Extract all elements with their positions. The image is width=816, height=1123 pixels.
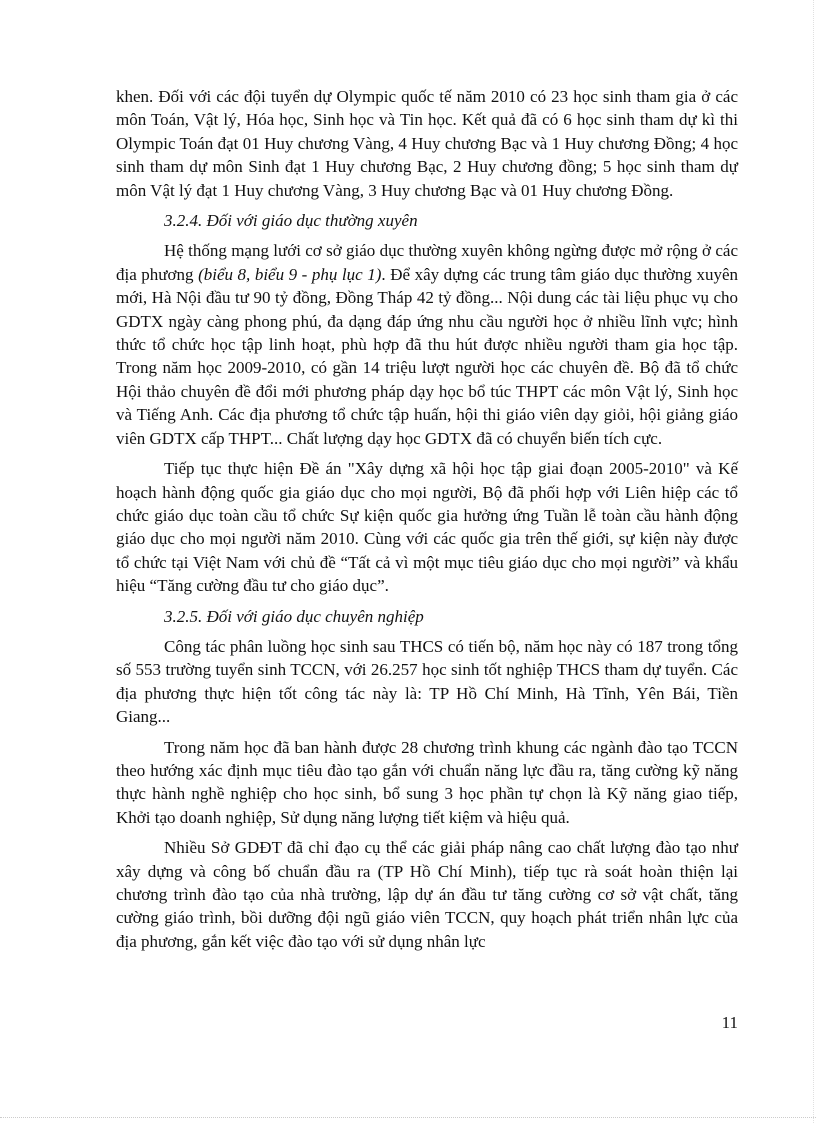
section-heading-3-2-5: 3.2.5. Đối với giáo dục chuyên nghiệp <box>164 606 424 626</box>
page-body <box>116 85 738 960</box>
paragraph-quality-solutions: Nhiều Sở GDĐT đã chỉ đạo cụ thể các giải pháp nâng cao chất lượng đào tạo như xây dựng và công bố chuẩn đầu ra (TP Hồ Chí Minh), tiếp tục rà soát hoàn thiện lại chương trình đào tạo của nhà trường, lập dự án đầu tư tăng cường cơ sở vật chất, tăng cường giáo trình, bồi dưỡng đội ngũ giáo viên TCCN, quy hoạch phát triển nhân lực của địa phương, gắn kết việc đào tạo với sử dụng nhân lực <box>116 838 738 951</box>
page-number: 11 <box>721 1013 738 1032</box>
paragraph-learning-society: Tiếp tục thực hiện Đề án "Xây dựng xã hội học tập giai đoạn 2005-2010" và Kế hoạch hành động quốc gia giáo dục cho mọi người, Bộ đã phối hợp với Liên hiệp các tổ chức giáo dục toàn cầu tổ chức Sự kiện quốc gia hưởng ứng Tuần lễ toàn cầu hành động giáo dục cho mọi người năm 2010. Cùng với các quốc gia trên thế giới, sự kiện này được tổ chức tại Việt Nam với chủ đề “Tất cả vì một mục tiêu giáo dục cho mọi người” và khẩu hiệu “Tăng cường đầu tư cho giáo dục”. <box>116 459 738 596</box>
paragraph-text: Hệ thống mạng lưới cơ sở giáo dục thường xuyên không ngừng được mở rộng ở các địa phương <box>116 241 738 284</box>
appendix-reference: (biểu 8, biểu 9 - phụ lục 1) <box>198 264 382 284</box>
section-heading-3-2-4: 3.2.4. Đối với giáo dục thường xuyên <box>164 211 418 231</box>
page-right-edge <box>813 0 814 1123</box>
page-bottom-edge <box>0 1117 816 1118</box>
paragraph-continuing-education <box>116 239 738 450</box>
paragraph-student-streaming: Công tác phân luồng học sinh sau THCS có tiến bộ, năm học này có 187 trong tổng số 553 trường tuyển sinh TCCN, với 26.257 học sinh tốt nghiệp THCS tham dự tuyển. Các địa phương thực hiện tốt công tác này là: TP Hồ Chí Minh, Hà Tĩnh, Yên Bái, Tiền Giang... <box>116 636 738 727</box>
paragraph-olympic-results: khen. Đối với các đội tuyển dự Olympic quốc tế năm 2010 có 23 học sinh tham gia ở các môn Toán, Vật lý, Hóa học, Sinh học và Tin học. Kết quả đã có 6 học sinh tham dự kì thi Olympic Toán đạt 01 Huy chương Vàng, 4 Huy chương Bạc và 1 Huy chương Đồng; 4 học sinh tham dự môn Sinh đạt 1 Huy chương Bạc, 2 Huy chương đồng; 5 học sinh tham dự môn Vật lý đạt 1 Huy chương Vàng, 3 Huy chương Bạc và 01 Huy chương Đồng. <box>116 87 738 200</box>
paragraph-text: . Để xây dựng các trung tâm giáo dục thường xuyên mới, Hà Nội đầu tư 90 tỷ đồng, Đồng Tháp 42 tỷ đồng... Nội dung các tài liệu phục vụ cho GDTX ngày càng phong phú, đa dạng đáp ứng nhu cầu người học ở nhiều lĩnh vực; hình thức tổ chức học tập linh hoạt, phù hợp đã thu hút được nhiều người tham gia học tập. Trong năm học 2009-2010, có gần 14 triệu lượt người học các chuyên đề. Bộ đã tổ chức Hội thảo chuyên đề đổi mới phương pháp dạy học bổ túc THPT các môn Vật lý, Sinh học và Tiếng Anh. Các địa phương tổ chức tập huấn, hội thi giáo viên dạy giỏi, hội giảng giáo viên GDTX cấp THPT... Chất lượng dạy học GDTX đã có chuyển biến tích cực. <box>116 264 738 448</box>
paragraph-curriculum-frameworks: Trong năm học đã ban hành được 28 chương trình khung các ngành đào tạo TCCN theo hướng xác định mục tiêu đào tạo gắn với chuẩn năng lực đầu ra, tăng cường kỹ năng thực hành nghề nghiệp cho học sinh, bổ sung 3 học phần tự chọn là Kỹ năng giao tiếp, Khởi tạo doanh nghiệp, Sử dụng năng lượng tiết kiệm và hiệu quả. <box>116 737 738 827</box>
